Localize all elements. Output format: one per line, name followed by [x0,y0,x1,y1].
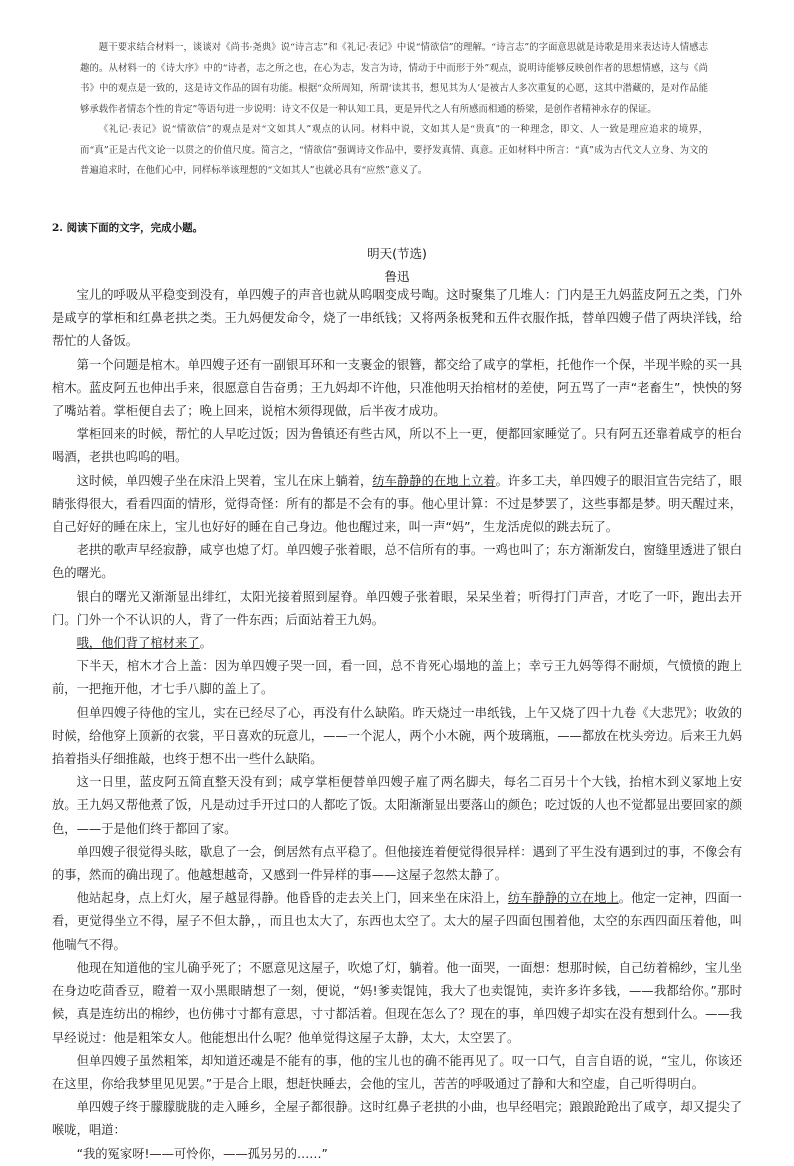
question-heading: 2. 阅读下面的文字，完成小题。 [52,222,204,234]
underlined-sentence: 哦，他们背了棺材来了 [76,636,200,651]
passage-paragraph [52,354,742,424]
text-run: 但单四嫂子虽然粗笨，却知道还魂是不能有的事，他的宝儿也的确不能再见了。叹一口气，自言自语的说，“宝儿，你该还在这里，你给我梦里见见罢。”于是合上眼，想赶快睡去，会他的宝儿，苦苦的呼吸通过了静和大和空虚，自己听得明白。 [52,1053,742,1091]
analysis-paragraph-2: 《礼记·表记》说“情欲信”的观点是对“文如其人”观点的认同。材料中说，文如其人是“贵真”的一种理念，即文、人一致是理应追求的境界，而“真”正是古代文论一以贯之的价值尺度。简言之，“情欲信”强调诗文作品中，要抒发真情、真意。正如材料中所言：“真”成为古代文人立身、为文的普遍追求时，在他们心中，同样标举该理想的“文如其人”也就必具有“应然”意义了。 [80,124,708,176]
text-run: 老拱的歌声早经寂静，咸亨也熄了灯。单四嫂子张着眼，总不信所有的事。一鸡也叫了；东方渐渐发白，窗缝里透进了银白色的曙光。 [52,543,742,581]
passage-title: 明天(节选) [367,246,427,261]
text-run: 单四嫂子终于朦朦胧胧的走入睡乡，全屋子都很静。这时红鼻子老拱的小曲，也早经唱完；踉踉跄跄出了咸亨，却又提尖了喉咙，唱道： [52,1100,742,1138]
passage-paragraph [52,1096,742,1142]
text-run: 掌柜回来的时候，帮忙的人早吃过饭；因为鲁镇还有些古风，所以不上一更，便都回家睡觉了。只有阿五还靠着咸亨的柜台喝酒，老拱也呜呜的唱。 [52,427,742,465]
passage-paragraph [52,586,742,632]
passage-body [52,284,742,1166]
analysis-paragraph-1: 题干要求结合材料一，谈谈对《尚书·尧典》说“诗言志”和《礼记·表记》中说“情欲信”的理解。“诗言志”的字面意思就是诗歌是用来表达诗人情感志趣的。从材料一的《诗大序》中的“诗者，志之所之也，在心为志，发言为诗，情动于中而形于外”观点，说明诗能够反映创作者的思想情感，这与《尚书》中的观点是一致的，这是诗文作品的固有功能。根据“众所周知，所谓‘读其书，想见其为人’是被古人多次重复的心愿，这其中潜藏的，是对作品能够承载作者情态个性的肯定”等语句进一步说明：诗文不仅是一种认知工具，更是异代之人有所感而相通的桥梁，是创作者精神永存的保证。 [80,42,708,115]
text-run: 单四嫂子很觉得头眩，歇息了一会，倒居然有点平稳了。但他接连着便觉得很异样：遇到了平生没有遇到过的事，不像会有的事，然而的确出现了。他越想越奇，又感到一件异样的事——这屋子忽然太静了。 [52,844,742,883]
text-run: 但单四嫂子待他的宝儿，实在已经尽了心，再没有什么缺陷。昨天烧过一串纸钱，上午又烧了四十九卷《大悲咒》；收敛的时候，给他穿上顶新的衣裳，平日喜欢的玩意儿，——一个泥人，两个小木碗，两个玻璃瓶，——都放在枕头旁边。后来王九妈掐着指头仔细推敲，也终于想不出一些什么缺陷。 [52,705,742,767]
text-run: “我的冤家呀!——可怜你，——孤另另的……” [76,1146,328,1161]
text-run: 这时候，单四嫂子坐在床沿上哭着，宝儿在床上躺着， [76,473,373,488]
passage-paragraph [52,655,742,701]
text-run: 。许多工夫，单四嫂子的眼泪宣告完结了，眼睛张得很大，看看四面的情形，觉得奇怪：所有的都是不会有的事。他心里计算：不过是梦罢了，这些事都是梦。明天醒过来，自己好好的睡在床上，宝儿也好好的睡在自己身边。他也醒过来，叫一声“妈”，生龙活虎似的跳去玩了。 [52,473,742,535]
text-run: 宝儿的呼吸从平稳变到没有，单四嫂子的声音也就从呜咽变成号啕。这时聚集了几堆人：门内是王九妈蓝皮阿五之类，门外是咸亨的掌柜和红鼻老拱之类。王九妈便发命令，烧了一串纸钱；又将两条板凳和五件衣服作抵，替单四嫂子借了两块洋钱，给帮忙的人备饭。 [52,288,742,349]
passage-paragraph [52,957,742,1050]
passage-paragraph [52,1143,742,1166]
passage-author: 鲁迅 [384,269,410,284]
passage-paragraph [52,771,742,841]
text-run: 第一个问题是棺木。单四嫂子还有一副银耳环和一支裹金的银簪，都交给了咸亨的掌柜，托他作一个保，半现半赊的买一具棺木。蓝皮阿五也伸出手来，很愿意自告奋勇；王九妈却不许他，只准他明天抬棺材的差使，阿五骂了一声“老畜生”，怏怏的努了嘴站着。掌柜便自去了；晚上回来，说棺木须得现做，后半夜才成功。 [52,357,742,419]
passage-paragraph [52,470,742,540]
underlined-sentence: 纺车静静的立在地上 [507,891,619,906]
passage-paragraph [52,1050,742,1096]
text-run: 下半天，棺木才合上盖：因为单四嫂子哭一回，看一回，总不肯死心塌地的盖上；幸亏王九妈等得不耐烦，气愤愤的跑上前，一把拖开他，才七手八脚的盖上了。 [52,659,742,697]
answer-analysis [80,38,708,182]
underlined-sentence: 纺车静静的在地上立着 [372,473,496,488]
passage-paragraph [52,284,742,354]
text-run: 他现在知道他的宝儿确乎死了；不愿意见这屋子，吹熄了灯，躺着。他一面哭，一面想：想那时候，自己纺着棉纱，宝儿坐在身边吃茴香豆，瞪着一双小黑眼睛想了一刻，便说，“妈!爹卖馄饨，我大了也卖馄饨，卖许多许多钱，——我都给你。”那时候，真是连纺出的棉纱，也仿佛寸寸都有意思，寸寸都活着。但现在怎么了？现在的事，单四嫂子却实在没有想到什么。——我早经说过：他是粗笨女人。他能想出什么呢？他单觉得这屋子太静，太大，太空罢了。 [52,960,742,1045]
passage-paragraph [52,841,742,887]
passage-paragraph [52,632,742,655]
passage-paragraph [52,423,742,469]
text-run: 这一日里，蓝皮阿五简直整天没有到；咸亨掌柜便替单四嫂子雇了两名脚夫，每名二百另十个大钱，抬棺木到义冢地上安放。王九妈又帮他煮了饭，凡是动过手开过口的人都吃了饭。太阳渐渐显出要落山的颜色；吃过饭的人也不觉都显出要回家的颜色，——于是他们终于都回了家。 [52,775,742,836]
text-run: 。 [199,636,212,651]
passage-paragraph [52,702,742,772]
passage-paragraph [52,539,742,585]
text-run: 。他定一定神，四面一看，更觉得坐立不得，屋子不但太静，，而且也太大了，东西也太空了。太大的屋子四面包围着他，太空的东西四面压着他，叫他喘气不得。 [52,891,742,952]
passage-paragraph [52,887,742,957]
text-run: 他站起身，点上灯火，屋子越显得静。他昏昏的走去关上门，回来坐在床沿上， [76,891,508,906]
text-run: 银白的曙光又渐渐显出绯红，太阳光接着照到屋脊。单四嫂子张着眼，呆呆坐着；听得打门声音，才吃了一吓，跑出去开门。门外一个不认识的人，背了一件东西；后面站着王九妈。 [52,589,742,627]
